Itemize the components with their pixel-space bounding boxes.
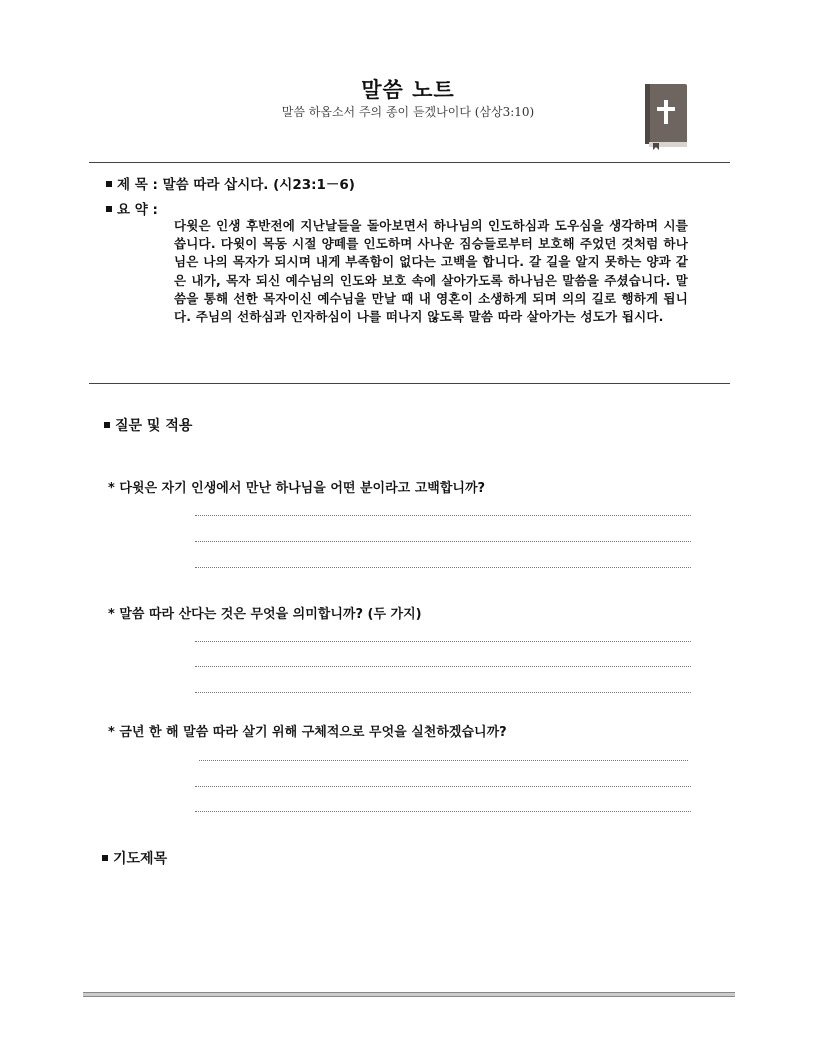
question-1: * 다윗은 자기 인생에서 만난 하나님을 어떤 분이라고 고백합니까? — [108, 481, 486, 496]
answer-line[interactable] — [195, 786, 691, 787]
page-title: 말씀 노트 — [361, 78, 455, 102]
question-2: * 말씀 따라 산다는 것은 무엇을 의미합니까? (두 가지) — [108, 607, 422, 622]
sermon-title-line — [106, 173, 355, 193]
sermon-summary: 다윗은 인생 후반전에 지난날들을 돌아보면서 하나님의 인도하심과 도우심을 생각하며 시를 씁니다. 다윗이 목동 시절 양떼를 인도하며 사나운 짐승들로부터 보호해 주었던 것처럼 하나님은 나의 목자가 되시며 내게 부족함이 없다는 고백을 합니다. 갈 길을 알지 못하는 양과 같은 내가, 목자 되신 예수님의 인도와 보호 속에 살아가도록 하나님은 말씀을 주셨습니다. 말씀을 통해 선한 목자이신 예수님을 만날 때 내 영혼이 소생하게 되며 의의 길로 행하게 됩니다. 주님의 선하심과 인자하심이 나를 떠나지 않도록 말씀 따라 살아가는 성도가 됩시다. — [174, 218, 688, 325]
top-rule — [89, 162, 730, 163]
bullet-square-icon — [106, 181, 112, 187]
question-3: * 금년 한 해 말씀 따라 살기 위해 구체적으로 무엇을 실천하겠습니까? — [108, 725, 507, 740]
footer-rule — [83, 992, 735, 997]
answer-line[interactable] — [195, 567, 691, 568]
summary-label-line — [106, 198, 158, 218]
bible-cross-icon — [643, 84, 689, 150]
page-subtitle: 말씀 하옵소서 주의 종이 듣겠나이다 (삼상3:10) — [281, 105, 535, 119]
prayer-heading: 기도제목 — [102, 848, 167, 868]
bullet-square-icon — [106, 206, 112, 212]
summary-bottom-rule — [89, 383, 730, 384]
bullet-square-icon — [102, 855, 108, 861]
answer-line[interactable] — [195, 541, 691, 542]
answer-line[interactable] — [195, 692, 691, 693]
answer-line[interactable] — [199, 760, 688, 761]
answer-line[interactable] — [195, 641, 691, 642]
answer-line[interactable] — [195, 811, 691, 812]
summary-label: 요 약 : — [117, 202, 158, 218]
bullet-square-icon — [104, 422, 110, 428]
questions-heading: 질문 및 적용 — [104, 415, 192, 435]
answer-line[interactable] — [195, 666, 691, 667]
title-label: 제 목 : — [117, 177, 158, 193]
answer-line[interactable] — [195, 515, 691, 516]
sermon-title: 말씀 따라 삽시다. (시23:1－6) — [162, 177, 355, 193]
